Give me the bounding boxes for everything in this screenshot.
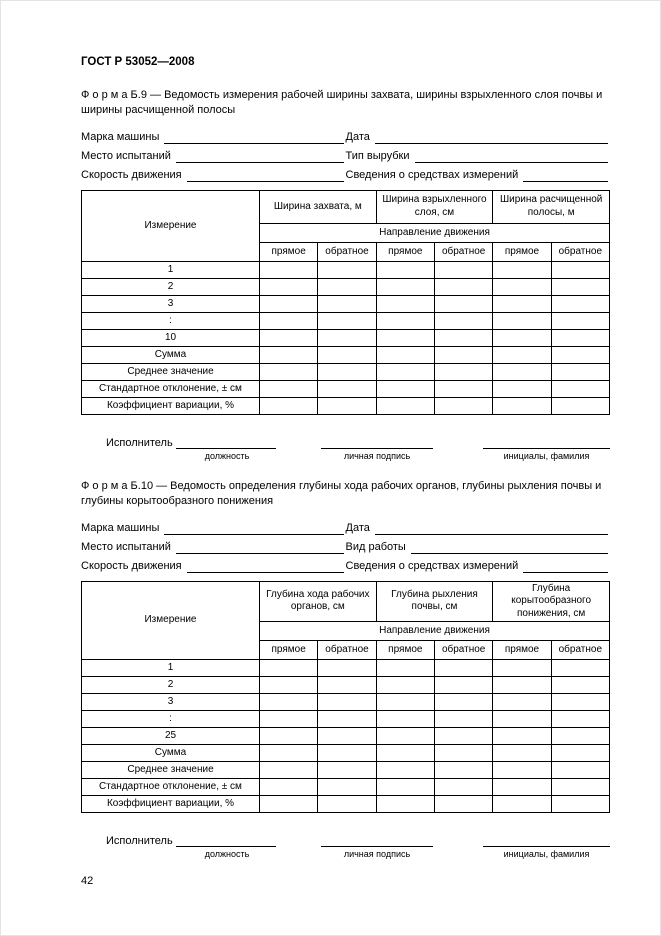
data-cell xyxy=(551,711,609,728)
data-cell xyxy=(493,779,551,796)
data-cell xyxy=(434,728,492,745)
data-cell xyxy=(493,261,551,278)
data-cell xyxy=(434,278,492,295)
table-header-row xyxy=(82,190,610,223)
field-speed xyxy=(81,169,346,182)
caption-signature: личная подпись xyxy=(343,450,411,461)
direction-cell: обратное xyxy=(551,242,609,261)
blank-line xyxy=(415,150,608,163)
field-label: Вид работы xyxy=(345,540,406,553)
data-cell xyxy=(434,363,492,380)
field-row xyxy=(81,541,610,554)
data-cell xyxy=(376,677,434,694)
data-cell xyxy=(318,346,376,363)
data-cell xyxy=(434,295,492,312)
executor-label: Исполнитель xyxy=(106,835,173,848)
group-header-cell: Глубина хода рабочих органов, см xyxy=(260,581,377,622)
blank-line xyxy=(375,522,608,535)
direction-cell: обратное xyxy=(434,641,492,660)
row-label: Стандартное отклонение, ± см xyxy=(82,779,260,796)
data-cell xyxy=(551,762,609,779)
table-row xyxy=(82,312,610,329)
field-test-place xyxy=(81,150,346,163)
field-row xyxy=(81,169,610,182)
table-row xyxy=(82,677,610,694)
data-cell xyxy=(318,380,376,397)
executor-name xyxy=(483,435,610,461)
row-label: 1 xyxy=(82,261,260,278)
field-label: Марка машины xyxy=(81,130,160,143)
form-b9-section xyxy=(81,88,610,461)
blank-line xyxy=(176,833,276,847)
direction-cell: обратное xyxy=(551,641,609,660)
table-row xyxy=(82,329,610,346)
data-cell xyxy=(260,346,318,363)
row-label: 2 xyxy=(82,278,260,295)
data-cell xyxy=(493,312,551,329)
blank-line xyxy=(176,150,344,163)
blank-line xyxy=(375,131,608,144)
field-label: Дата xyxy=(345,521,370,534)
table-row xyxy=(82,261,610,278)
data-cell xyxy=(318,796,376,813)
data-cell xyxy=(434,694,492,711)
direction-cell: прямое xyxy=(260,242,318,261)
row-label: 3 xyxy=(82,295,260,312)
caption-signature: личная подпись xyxy=(343,849,411,860)
data-cell xyxy=(493,711,551,728)
executor-line xyxy=(483,435,610,449)
data-cell xyxy=(318,728,376,745)
data-cell xyxy=(260,261,318,278)
table-row xyxy=(82,779,610,796)
table-row xyxy=(82,745,610,762)
blank-line xyxy=(164,131,343,144)
table-row xyxy=(82,380,610,397)
row-label: : xyxy=(82,312,260,329)
data-cell xyxy=(260,312,318,329)
data-cell xyxy=(318,312,376,329)
field-label: Место испытаний xyxy=(81,149,171,162)
field-measuring-means xyxy=(346,169,611,182)
data-cell xyxy=(434,779,492,796)
data-cell xyxy=(493,762,551,779)
row-label: : xyxy=(82,711,260,728)
blank-line xyxy=(187,169,344,182)
data-cell xyxy=(376,278,434,295)
data-cell xyxy=(318,660,376,677)
data-cell xyxy=(493,346,551,363)
data-cell xyxy=(260,363,318,380)
data-cell xyxy=(551,278,609,295)
group-header-cell: Ширина захвата, м xyxy=(260,190,377,223)
data-cell xyxy=(551,380,609,397)
field-label: Место испытаний xyxy=(81,540,171,553)
data-cell xyxy=(318,329,376,346)
page-number: 42 xyxy=(81,875,94,888)
form-b9-table xyxy=(81,190,610,415)
data-cell xyxy=(493,380,551,397)
data-cell xyxy=(551,261,609,278)
field-date xyxy=(346,131,611,144)
blank-line xyxy=(321,833,433,847)
data-cell xyxy=(376,694,434,711)
data-cell xyxy=(551,329,609,346)
caption-position: должность xyxy=(204,849,250,860)
data-cell xyxy=(493,295,551,312)
data-cell xyxy=(376,329,434,346)
data-cell xyxy=(260,677,318,694)
data-cell xyxy=(376,346,434,363)
data-cell xyxy=(318,694,376,711)
data-cell xyxy=(260,380,318,397)
field-label: Марка машины xyxy=(81,521,160,534)
row-label: Сумма xyxy=(82,745,260,762)
field-work-type xyxy=(346,541,611,554)
executor-position xyxy=(106,833,276,859)
direction-cell: обратное xyxy=(318,641,376,660)
data-cell xyxy=(260,728,318,745)
form-b9-title: Ф о р м а Б.9 — Ведомость измерения рабочей ширины захвата, ширины взрыхленного слоя почвы и ширины расчищенной полосы xyxy=(81,89,603,117)
data-cell xyxy=(493,363,551,380)
table-header-row xyxy=(82,581,610,622)
data-cell xyxy=(434,711,492,728)
data-cell xyxy=(434,397,492,414)
data-cell xyxy=(318,295,376,312)
row-label: 1 xyxy=(82,660,260,677)
data-cell xyxy=(551,694,609,711)
executor-line xyxy=(106,833,276,847)
data-cell xyxy=(551,312,609,329)
field-label: Дата xyxy=(345,130,370,143)
data-cell xyxy=(318,762,376,779)
data-cell xyxy=(551,728,609,745)
row-label: Коэффициент вариации, % xyxy=(82,397,260,414)
field-test-place xyxy=(81,541,346,554)
group-header-cell: Ширина расчищенной полосы, м xyxy=(493,190,610,223)
executor-block xyxy=(106,435,610,461)
direction-cell: прямое xyxy=(260,641,318,660)
caption-name: инициалы, фамилия xyxy=(503,450,590,461)
measure-header-cell: Измерение xyxy=(82,581,260,660)
data-cell xyxy=(260,796,318,813)
data-cell xyxy=(551,295,609,312)
data-cell xyxy=(551,677,609,694)
executor-line xyxy=(321,833,433,847)
data-cell xyxy=(376,363,434,380)
data-cell xyxy=(376,762,434,779)
row-label: 3 xyxy=(82,694,260,711)
data-cell xyxy=(260,397,318,414)
field-machine-brand xyxy=(81,131,346,144)
data-cell xyxy=(551,660,609,677)
data-cell xyxy=(376,728,434,745)
table-row xyxy=(82,295,610,312)
data-cell xyxy=(551,363,609,380)
data-cell xyxy=(318,278,376,295)
blank-line xyxy=(176,541,344,554)
data-cell xyxy=(551,796,609,813)
blank-line xyxy=(483,833,610,847)
direction-cell: прямое xyxy=(376,242,434,261)
row-label: Среднее значение xyxy=(82,363,260,380)
field-label: Скорость движения xyxy=(81,559,182,572)
field-speed xyxy=(81,560,346,573)
form-b10-section xyxy=(81,479,610,859)
table-row xyxy=(82,694,610,711)
caption-position: должность xyxy=(204,450,250,461)
table-row xyxy=(82,278,610,295)
data-cell xyxy=(493,677,551,694)
direction-cell: прямое xyxy=(376,641,434,660)
data-cell xyxy=(318,677,376,694)
row-label: 2 xyxy=(82,677,260,694)
data-cell xyxy=(434,745,492,762)
direction-cell: обратное xyxy=(318,242,376,261)
data-cell xyxy=(318,745,376,762)
data-cell xyxy=(434,329,492,346)
data-cell xyxy=(434,660,492,677)
executor-line xyxy=(106,435,276,449)
data-cell xyxy=(318,397,376,414)
table-row xyxy=(82,660,610,677)
direction-cell: прямое xyxy=(493,242,551,261)
direction-header-cell: Направление движения xyxy=(260,622,610,641)
data-cell xyxy=(260,295,318,312)
data-cell xyxy=(376,397,434,414)
table-row xyxy=(82,728,610,745)
field-label: Скорость движения xyxy=(81,168,182,181)
field-row xyxy=(81,560,610,573)
blank-line xyxy=(523,560,608,573)
data-cell xyxy=(551,397,609,414)
data-cell xyxy=(434,677,492,694)
direction-header-cell: Направление движения xyxy=(260,223,610,242)
executor-block xyxy=(106,833,610,859)
field-measuring-means xyxy=(346,560,611,573)
field-row xyxy=(81,522,610,535)
blank-line xyxy=(523,169,608,182)
blank-line xyxy=(164,522,343,535)
row-label: 10 xyxy=(82,329,260,346)
data-cell xyxy=(493,694,551,711)
data-cell xyxy=(376,295,434,312)
data-cell xyxy=(551,346,609,363)
row-label: Среднее значение xyxy=(82,762,260,779)
data-cell xyxy=(493,397,551,414)
executor-name xyxy=(483,833,610,859)
data-cell xyxy=(260,779,318,796)
executor-signature xyxy=(321,435,433,461)
executor-line xyxy=(483,833,610,847)
blank-line xyxy=(321,435,433,449)
data-cell xyxy=(434,261,492,278)
field-label: Сведения о средствах измерений xyxy=(345,559,519,572)
field-row xyxy=(81,150,610,163)
data-cell xyxy=(493,278,551,295)
data-cell xyxy=(376,261,434,278)
data-cell xyxy=(260,694,318,711)
data-cell xyxy=(551,745,609,762)
executor-signature xyxy=(321,833,433,859)
caption-name: инициалы, фамилия xyxy=(503,849,590,860)
measure-header-cell: Измерение xyxy=(82,190,260,261)
executor-label: Исполнитель xyxy=(106,436,173,449)
field-cutting-type xyxy=(346,150,611,163)
blank-line xyxy=(411,541,608,554)
group-header-cell: Глубина рыхления почвы, см xyxy=(376,581,493,622)
data-cell xyxy=(434,380,492,397)
data-cell xyxy=(376,745,434,762)
row-label: Стандартное отклонение, ± см xyxy=(82,380,260,397)
data-cell xyxy=(260,745,318,762)
data-cell xyxy=(376,660,434,677)
data-cell xyxy=(376,779,434,796)
field-row xyxy=(81,131,610,144)
table-row xyxy=(82,796,610,813)
data-cell xyxy=(318,261,376,278)
table-row xyxy=(82,397,610,414)
table-row xyxy=(82,762,610,779)
data-cell xyxy=(434,346,492,363)
blank-line xyxy=(187,560,344,573)
data-cell xyxy=(493,796,551,813)
data-cell xyxy=(434,312,492,329)
data-cell xyxy=(376,711,434,728)
data-cell xyxy=(376,796,434,813)
data-cell xyxy=(260,660,318,677)
form-b10-table xyxy=(81,581,610,814)
data-cell xyxy=(493,728,551,745)
data-cell xyxy=(434,796,492,813)
data-cell xyxy=(318,779,376,796)
data-cell xyxy=(260,329,318,346)
data-cell xyxy=(493,329,551,346)
data-cell xyxy=(260,278,318,295)
field-machine-brand xyxy=(81,522,346,535)
data-cell xyxy=(551,779,609,796)
data-cell xyxy=(260,762,318,779)
data-cell xyxy=(493,660,551,677)
group-header-cell: Ширина взрыхленного слоя, см xyxy=(376,190,493,223)
data-cell xyxy=(434,762,492,779)
executor-line xyxy=(321,435,433,449)
executor-position xyxy=(106,435,276,461)
data-cell xyxy=(318,711,376,728)
group-header-cell: Глубина корытообразного понижения, см xyxy=(493,581,610,622)
row-label: Коэффициент вариации, % xyxy=(82,796,260,813)
field-date xyxy=(346,522,611,535)
direction-cell: обратное xyxy=(434,242,492,261)
data-cell xyxy=(318,363,376,380)
table-row xyxy=(82,346,610,363)
data-cell xyxy=(260,711,318,728)
data-cell xyxy=(493,745,551,762)
document-title: ГОСТ Р 53052—2008 xyxy=(81,56,195,68)
blank-line xyxy=(176,435,276,449)
row-label: 25 xyxy=(82,728,260,745)
data-cell xyxy=(376,380,434,397)
data-cell xyxy=(376,312,434,329)
field-label: Сведения о средствах измерений xyxy=(345,168,519,181)
row-label: Сумма xyxy=(82,346,260,363)
direction-cell: прямое xyxy=(493,641,551,660)
table-row xyxy=(82,711,610,728)
blank-line xyxy=(483,435,610,449)
table-row xyxy=(82,363,610,380)
field-label: Тип вырубки xyxy=(345,149,410,162)
form-b10-title: Ф о р м а Б.10 — Ведомость определения глубины хода рабочих органов, глубины рыхления почвы и глубины корытообразного понижения xyxy=(81,479,602,508)
